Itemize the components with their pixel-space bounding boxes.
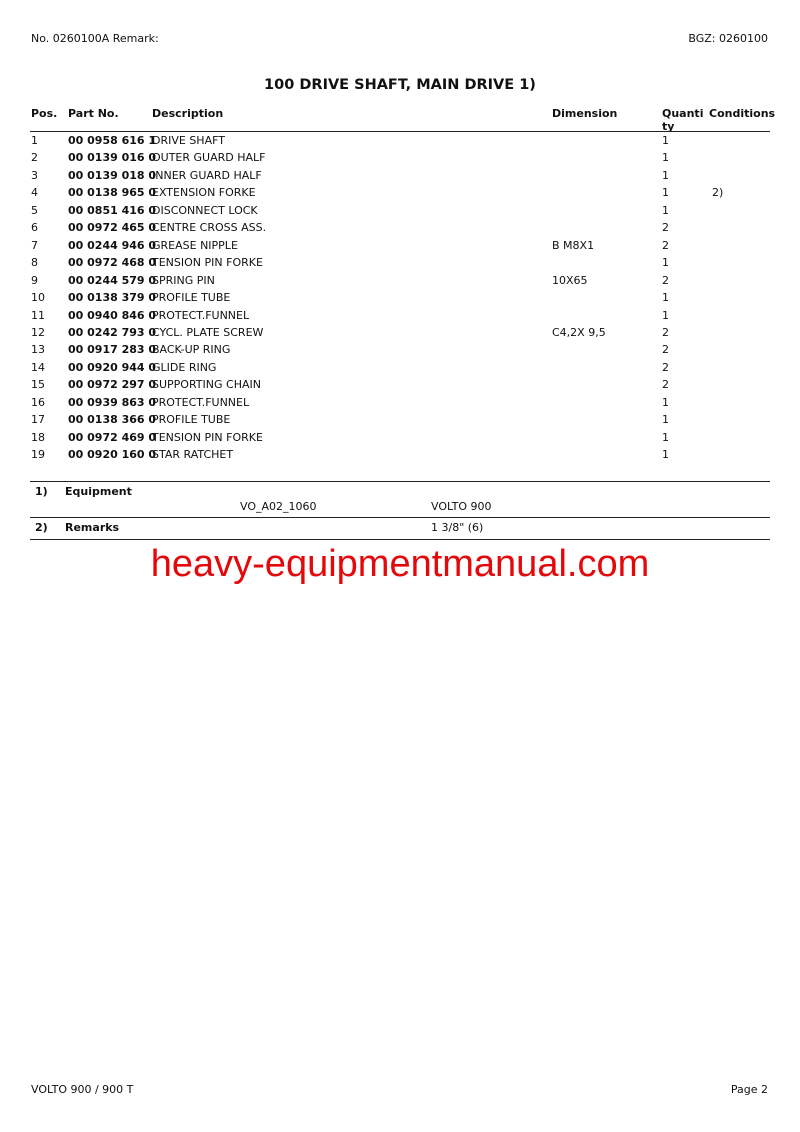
row-quantity: 1 xyxy=(662,413,669,427)
row-description: CENTRE CROSS ASS. xyxy=(152,221,267,235)
row-position: 4 xyxy=(31,186,38,200)
row-position: 10 xyxy=(31,291,45,305)
table-row xyxy=(0,361,800,378)
row-quantity: 2 xyxy=(662,378,669,392)
row-part-number: 00 0972 297 0 xyxy=(68,378,157,392)
row-quantity: 1 xyxy=(662,430,669,444)
row-quantity: 2 xyxy=(662,325,669,339)
row-description: CYCL. PLATE SCREW xyxy=(152,325,264,339)
row-description: BACK-UP RING xyxy=(152,343,231,357)
column-header-description: Description xyxy=(152,107,224,120)
row-dimension: C4,2X 9,5 xyxy=(552,325,606,339)
row-description: DRIVE SHAFT xyxy=(152,134,225,147)
table-row xyxy=(0,291,800,308)
row-position: 13 xyxy=(31,343,45,357)
row-position: 7 xyxy=(31,238,38,252)
row-description: GLIDE RING xyxy=(152,360,217,374)
row-quantity: 1 xyxy=(662,186,669,200)
row-description: DISCONNECT LOCK xyxy=(152,203,258,217)
table-row xyxy=(0,239,800,256)
row-part-number: 00 0138 366 0 xyxy=(68,413,157,427)
row-quantity: 2 xyxy=(662,343,669,357)
notes-rule-middle xyxy=(30,517,770,518)
row-quantity: 2 xyxy=(662,360,669,374)
row-position: 3 xyxy=(31,168,38,182)
row-quantity: 2 xyxy=(662,273,669,287)
row-position: 18 xyxy=(31,430,45,444)
row-position: 2 xyxy=(31,151,38,165)
table-row xyxy=(0,151,800,168)
table-row xyxy=(0,204,800,221)
row-description: PROFILE TUBE xyxy=(152,291,231,305)
header-rule xyxy=(30,131,770,132)
table-row xyxy=(0,431,800,448)
row-position: 1 xyxy=(31,134,38,147)
table-row xyxy=(0,413,800,430)
row-description: GREASE NIPPLE xyxy=(152,238,238,252)
row-description: TENSION PIN FORKE xyxy=(152,430,263,444)
note-2-label: Remarks xyxy=(65,521,120,534)
table-row xyxy=(0,396,800,413)
table-row xyxy=(0,448,800,465)
document-number: No. 0260100A Remark: xyxy=(31,32,159,45)
row-position: 12 xyxy=(31,325,45,339)
row-position: 11 xyxy=(31,308,45,322)
note-2-number: 2) xyxy=(35,521,48,534)
row-position: 17 xyxy=(31,413,45,427)
row-part-number: 00 0958 616 1 xyxy=(68,134,157,147)
notes-rule-bottom xyxy=(30,539,770,540)
bgz-number: BGZ: 0260100 xyxy=(688,32,768,45)
notes-rule-top xyxy=(30,481,770,482)
row-part-number: 00 0972 469 0 xyxy=(68,430,157,444)
row-description: SUPPORTING CHAIN xyxy=(152,378,261,392)
row-part-number: 00 0920 944 0 xyxy=(68,360,157,374)
row-quantity: 1 xyxy=(662,203,669,217)
table-row xyxy=(0,326,800,343)
row-part-number: 00 0851 416 0 xyxy=(68,203,157,217)
table-row xyxy=(0,221,800,238)
note-2-value: 1 3/8" (6) xyxy=(431,521,484,534)
table-row xyxy=(0,186,800,203)
table-row xyxy=(0,274,800,291)
page-title: 100 DRIVE SHAFT, MAIN DRIVE 1) xyxy=(264,77,536,93)
row-part-number: 00 0139 016 0 xyxy=(68,151,157,165)
row-position: 8 xyxy=(31,256,38,270)
column-header-dimension: Dimension xyxy=(552,107,618,120)
row-dimension: B M8X1 xyxy=(552,238,595,252)
row-quantity: 1 xyxy=(662,395,669,409)
row-condition: 2) xyxy=(712,186,724,200)
row-part-number: 00 0139 018 0 xyxy=(68,168,157,182)
row-description: PROTECT.FUNNEL xyxy=(152,395,250,409)
row-description: TENSION PIN FORKE xyxy=(152,256,263,270)
column-header-conditions: Conditions xyxy=(709,107,776,120)
row-part-number: 00 0138 379 0 xyxy=(68,291,157,305)
row-position: 5 xyxy=(31,203,38,217)
row-description: EXTENSION FORKE xyxy=(152,186,256,200)
row-part-number: 00 0940 846 0 xyxy=(68,308,157,322)
watermark-text: heavy-equipmentmanual.com xyxy=(150,543,650,585)
row-quantity: 1 xyxy=(662,308,669,322)
table-row xyxy=(0,343,800,360)
note-1-label: Equipment xyxy=(65,485,132,498)
note-1-value-model: VOLTO 900 xyxy=(431,500,492,513)
row-description: INNER GUARD HALF xyxy=(152,168,262,182)
row-part-number: 00 0920 160 0 xyxy=(68,448,157,462)
note-1-number: 1) xyxy=(35,485,48,498)
note-1-value-code: VO_A02_1060 xyxy=(240,500,317,513)
row-dimension: 10X65 xyxy=(552,273,588,287)
row-description: OUTER GUARD HALF xyxy=(152,151,266,165)
row-part-number: 00 0244 946 0 xyxy=(68,238,157,252)
row-quantity: 1 xyxy=(662,168,669,182)
row-quantity: 2 xyxy=(662,238,669,252)
table-row xyxy=(0,309,800,326)
row-description: PROTECT.FUNNEL xyxy=(152,308,250,322)
table-row xyxy=(0,378,800,395)
row-quantity: 1 xyxy=(662,134,669,147)
row-position: 14 xyxy=(31,360,45,374)
column-header-pos: Pos. xyxy=(31,107,58,120)
row-part-number: 00 0939 863 0 xyxy=(68,395,157,409)
row-part-number: 00 0972 465 0 xyxy=(68,221,157,235)
row-position: 15 xyxy=(31,378,45,392)
row-quantity: 2 xyxy=(662,221,669,235)
column-header-quantity-wrap: ty xyxy=(662,120,675,133)
row-position: 6 xyxy=(31,221,38,235)
row-quantity: 1 xyxy=(662,291,669,305)
row-part-number: 00 0242 793 0 xyxy=(68,325,157,339)
table-row xyxy=(0,134,800,151)
row-quantity: 1 xyxy=(662,256,669,270)
row-part-number: 00 0138 965 0 xyxy=(68,186,157,200)
table-row xyxy=(0,256,800,273)
footer-model: VOLTO 900 / 900 T xyxy=(31,1083,134,1096)
row-description: STAR RATCHET xyxy=(152,448,234,462)
row-position: 9 xyxy=(31,273,38,287)
table-row xyxy=(0,169,800,186)
column-header-quantity: Quanti xyxy=(662,107,704,120)
row-position: 19 xyxy=(31,448,45,462)
row-position: 16 xyxy=(31,395,45,409)
row-part-number: 00 0917 283 0 xyxy=(68,343,157,357)
row-description: SPRING PIN xyxy=(152,273,215,287)
row-part-number: 00 0972 468 0 xyxy=(68,256,157,270)
row-part-number: 00 0244 579 0 xyxy=(68,273,157,287)
row-quantity: 1 xyxy=(662,448,669,462)
row-description: PROFILE TUBE xyxy=(152,413,231,427)
column-header-part-no: Part No. xyxy=(68,107,119,120)
page-number: Page 2 xyxy=(730,1083,768,1096)
row-quantity: 1 xyxy=(662,151,669,165)
